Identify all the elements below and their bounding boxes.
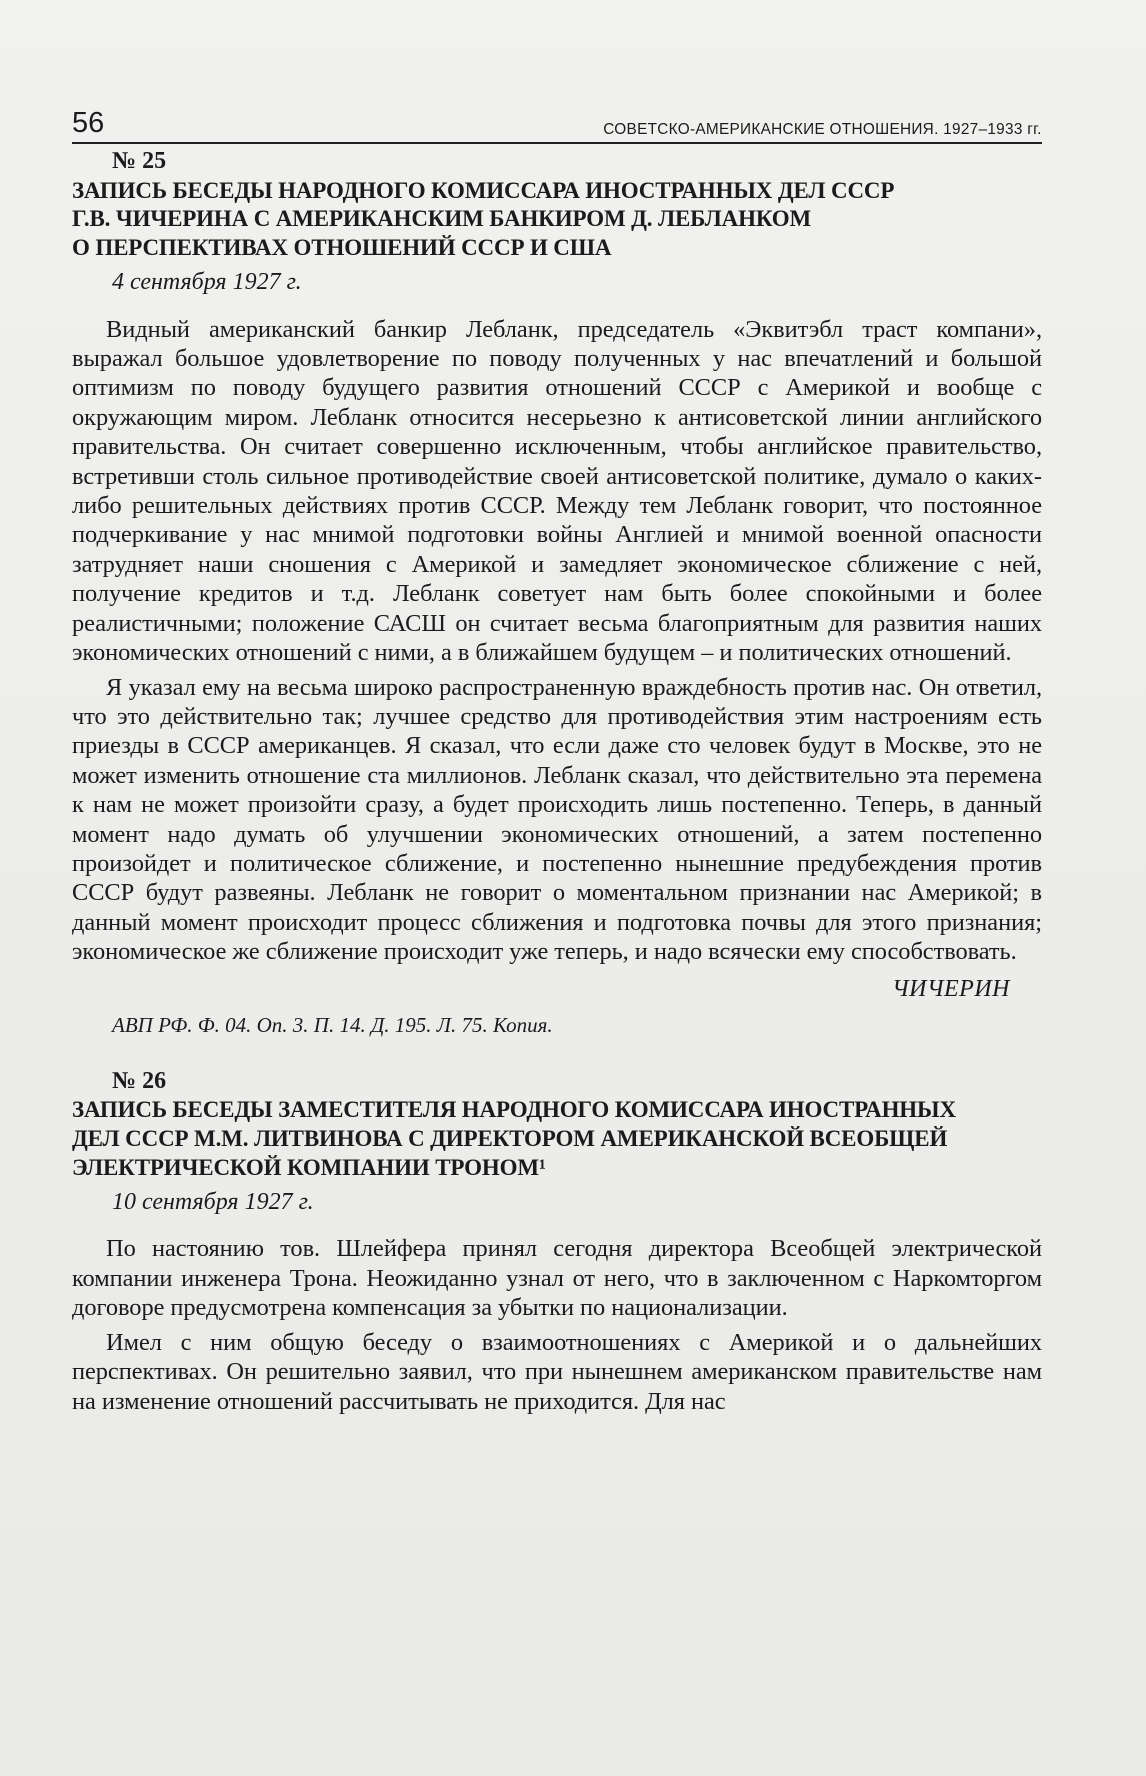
document-number: № 26: [112, 1067, 167, 1094]
document-title-line: ЭЛЕКТРИЧЕСКОЙ КОМПАНИИ ТРОНОМ¹: [72, 1154, 546, 1180]
document-date: 4 сентября 1927 г.: [112, 268, 302, 295]
body-paragraph: Видный американский банкир Лебланк, председатель «Эквитэбл траст компани», выражал большое удовлетворение по поводу полученных у нас впечатлений и большой оптимизм по поводу будущего развития отношений СССР с Америкой и вообще с окружающим миром. Лебланк относится несерьезно к антисоветской линии английского правительства. Он считает совершенно исключенным, чтобы английское правительство, встретивши столь сильное противодействие своей антисоветской политике, думало о каких-либо решительных действиях против СССР. Между тем Лебланк говорит, что постоянное подчеркивание у нас мнимой подготовки войны Англией и мнимой военной опасности затрудняет наши сношения с Америкой и замедляет экономическое сближение с ней, получение кредитов и т.д. Лебланк советует нам быть более спокойными и более реалистичными; положение САСШ он считает весьма благоприятным для развития наших экономических отношений с ними, а в ближайшем будущем – и политических отношений.: [72, 315, 1042, 667]
document-title: [72, 177, 1042, 263]
page-content: [72, 148, 1042, 1416]
signature: ЧИЧЕРИН: [892, 975, 1010, 1002]
document-title-line: ЗАПИСЬ БЕСЕДЫ ЗАМЕСТИТЕЛЯ НАРОДНОГО КОМИССАРА ИНОСТРАННЫХ: [72, 1097, 956, 1123]
running-title: СОВЕТСКО-АМЕРИКАНСКИЕ ОТНОШЕНИЯ. 1927–1933 гг.: [603, 121, 1042, 138]
running-header: [72, 108, 1042, 144]
document-title-line: Г.В. ЧИЧЕРИНА С АМЕРИКАНСКИМ БАНКИРОМ Д. ЛЕБЛАНКОМ: [72, 206, 812, 232]
section-spacer: [72, 1038, 1042, 1068]
body-paragraph: По настоянию тов. Шлейфера принял сегодня директора Всеобщей электрической компании инженера Трона. Неожиданно узнал от него, что в заключенном с Наркомторгом договоре предусмотрена компенсация за убытки по национализации.: [72, 1235, 1042, 1322]
document-title-line: ДЕЛ СССР М.М. ЛИТВИНОВА С ДИРЕКТОРОМ АМЕРИКАНСКОЙ ВСЕОБЩЕЙ: [72, 1126, 948, 1152]
document-26: [72, 1068, 1042, 1416]
document-title: [72, 1096, 1042, 1182]
archive-reference: АВП РФ. Ф. 04. Оп. 3. П. 14. Д. 195. Л. 75. Копия.: [112, 1012, 553, 1037]
page-number: 56: [72, 107, 105, 139]
document-number: № 25: [112, 148, 167, 174]
body-paragraph: Имел с ним общую беседу о взаимоотношениях с Америкой и о дальнейших перспективах. Он решительно заявил, что при нынешнем американском правительстве нам на изменение отношений рассчитывать не приходится. Для нас: [72, 1328, 1042, 1415]
document-date: 10 сентября 1927 г.: [112, 1188, 314, 1215]
document-title-line: О ПЕРСПЕКТИВАХ ОТНОШЕНИЙ СССР И США: [72, 235, 612, 261]
body-paragraph: Я указал ему на весьма широко распространенную враждебность против нас. Он ответил, что это действительно так; лучшее средство для противодействия этим настроениям есть приезды в СССР американцев. Я сказал, что если даже сто человек будут в Москве, это не может изменить отношение ста миллионов. Лебланк сказал, что действительно эта перемена к нам не может произойти сразу, а будет происходить лишь постепенно. Теперь, в данный момент надо думать об улучшении экономических отношений, а затем постепенно произойдет и политическое сближение, и постепенно нынешние предубеждения против СССР будут развеяны. Лебланк не говорит о моментальном признании нас Америкой; в данный момент происходит процесс сближения и подготовка почвы для этого признания; экономическое же сближение происходит уже теперь, и надо всячески ему способствовать.: [72, 673, 1042, 966]
document-title-line: ЗАПИСЬ БЕСЕДЫ НАРОДНОГО КОМИССАРА ИНОСТРАННЫХ ДЕЛ СССР: [72, 177, 895, 203]
document-25: [72, 148, 1042, 1038]
